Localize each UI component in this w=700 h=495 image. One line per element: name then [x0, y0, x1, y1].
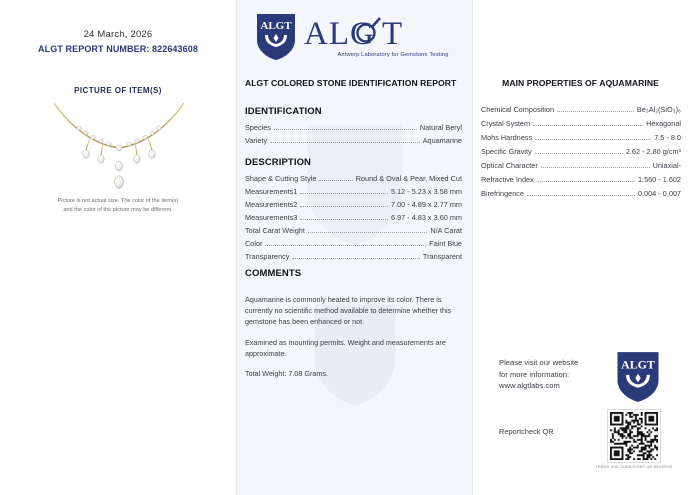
algt-shield-footer-icon [615, 350, 661, 404]
left-panel [0, 0, 236, 495]
spec-dots [319, 179, 352, 181]
spec-dots [274, 128, 417, 130]
spec-row [481, 145, 681, 159]
website-url[interactable]: www.algtlabs.com [499, 381, 560, 390]
spec-value: Be₃Al₂(SiO₃)₆ [636, 105, 681, 114]
spec-value: Natural Beryl [419, 123, 462, 132]
website-line-2: for more information: [499, 369, 570, 379]
spec-dots [308, 231, 427, 233]
brand-wordmark [304, 16, 482, 58]
spec-row [481, 159, 681, 173]
spec-value: Round & Oval & Pear, Mixed Cut [355, 174, 462, 183]
report-title: ALGT COLORED STONE IDENTIFICATION REPORT [245, 78, 457, 88]
necklace-illustration [48, 100, 190, 192]
spec-row [481, 131, 681, 145]
picture-disclaimer [10, 197, 226, 215]
spec-row [245, 185, 462, 198]
spec-row [481, 117, 681, 131]
spec-label: Total Carat Weight [245, 226, 305, 235]
comments-paragraph: Total Weight: 7.08 Grams. [245, 369, 328, 379]
spec-value: Transparent [422, 252, 462, 261]
spec-label: Species [245, 123, 271, 132]
spec-dots [537, 180, 635, 182]
spec-dots [535, 152, 623, 154]
spec-dots [533, 124, 643, 126]
website-info [499, 357, 578, 392]
spec-value: 5.12 - 5.23 x 3.58 mm [391, 187, 462, 196]
picture-disclaimer-line1: Picture is not actual size. The color of the item(s) [57, 198, 179, 204]
spec-label: Measurements3 [245, 213, 298, 222]
spec-label: Shape & Cutting Style [245, 174, 317, 183]
algt-shield-icon [255, 12, 297, 62]
item-photograph [48, 100, 190, 192]
spec-row [245, 224, 462, 237]
brand-logo [255, 12, 482, 62]
svg-text:ALGT: ALGT [621, 357, 655, 372]
spec-row [245, 121, 462, 134]
spec-label: Transparency [245, 252, 290, 261]
identification-title: IDENTIFICATION [245, 106, 322, 117]
main-properties-section [481, 103, 681, 201]
spec-value: Faint Blue [429, 239, 462, 248]
spec-value: 0.004 - 0.007 [637, 189, 681, 198]
spec-row [245, 250, 462, 263]
spec-row [245, 134, 462, 147]
spec-row [481, 187, 681, 201]
footer-shield-logo [615, 350, 661, 409]
spec-value: 7.5 - 8.0 [654, 133, 681, 142]
spec-dots [300, 205, 388, 207]
spec-label: Refractive Index [481, 175, 534, 184]
right-panel [473, 0, 700, 495]
svg-text:AL: AL [304, 16, 350, 50]
spec-value: Uniaxial- [652, 161, 681, 170]
spec-row [245, 198, 462, 211]
spec-label: Crystal System [481, 119, 531, 128]
spec-row [481, 173, 681, 187]
spec-row [245, 211, 462, 224]
spec-dots [300, 218, 388, 220]
spec-value: Aquamarine [422, 136, 462, 145]
website-line-1: Please visit our website [499, 358, 579, 367]
spec-dots [265, 244, 426, 246]
terms-and-conditions-note: TERMS AND CONDITIONS ON REVERSE [595, 465, 673, 469]
brand-tagline: Antwerp Laboratory for Gemstone Testing [337, 52, 449, 58]
report-number: ALGT REPORT NUMBER: 822643608 [38, 44, 198, 54]
reportcheck-label: Reportcheck QR [499, 427, 554, 436]
spec-dots [270, 141, 419, 143]
svg-text:G: G [350, 16, 375, 50]
spec-dots [557, 110, 634, 112]
spec-dots [535, 138, 651, 140]
spec-row [481, 103, 681, 117]
main-properties-title: MAIN PROPERTIES OF AQUAMARINE [502, 78, 659, 88]
reportcheck-qr-code[interactable] [607, 409, 661, 463]
picture-of-items-label: PICTURE OF ITEM(S) [74, 86, 162, 95]
spec-row [245, 172, 462, 185]
spec-value: 6.97 - 4.83 x 3.60 mm [391, 213, 462, 222]
spec-label: Color [245, 239, 263, 248]
comments-title: COMMENTS [245, 268, 302, 279]
spec-label: Optical Character [481, 161, 538, 170]
spec-label: Chemical Composition [481, 105, 554, 114]
spec-label: Measurements1 [245, 187, 298, 196]
spec-dots [527, 194, 635, 196]
comments-paragraph: Examined as mounting permits. Weight and measurements are approximate. [245, 337, 446, 358]
spec-label: Measurements2 [245, 200, 298, 209]
description-section [245, 157, 462, 263]
spec-value: 2.62 - 2.80 g/cm³ [625, 147, 681, 156]
qr-canvas [610, 412, 658, 460]
spec-dots [541, 166, 650, 168]
spec-value: 1.560 - 1.602 [637, 175, 681, 184]
issue-date: 24 March, 2026 [83, 29, 153, 40]
algt-wordmark-icon [304, 16, 482, 50]
picture-disclaimer-line2: and the color of the picture may be different. [63, 207, 173, 213]
spec-row [245, 237, 462, 250]
spec-label: Mohs Hardness [481, 133, 533, 142]
comments-body [245, 294, 462, 379]
spec-value: N/A Carat [430, 226, 462, 235]
svg-text:T: T [382, 16, 404, 50]
spec-label: Variety [245, 136, 268, 145]
identification-section [245, 106, 462, 147]
comments-paragraph: Aquamarine is commonly heated to improve its color. There is currently no scientific method available to determine whether this gemstone has been enhanced or not. [245, 295, 452, 327]
spec-dots [292, 257, 420, 259]
description-title: DESCRIPTION [245, 157, 312, 168]
spec-dots [300, 192, 388, 194]
spec-value: Hexagonal [646, 119, 681, 128]
spec-label: Birefringence [481, 189, 524, 198]
spec-label: Specific Gravity [481, 147, 532, 156]
spec-value: 7.00 - 4.89 x 2.77 mm [391, 200, 462, 209]
comments-section [245, 268, 462, 379]
svg-text:ALGT: ALGT [260, 20, 292, 32]
center-panel [236, 0, 473, 495]
